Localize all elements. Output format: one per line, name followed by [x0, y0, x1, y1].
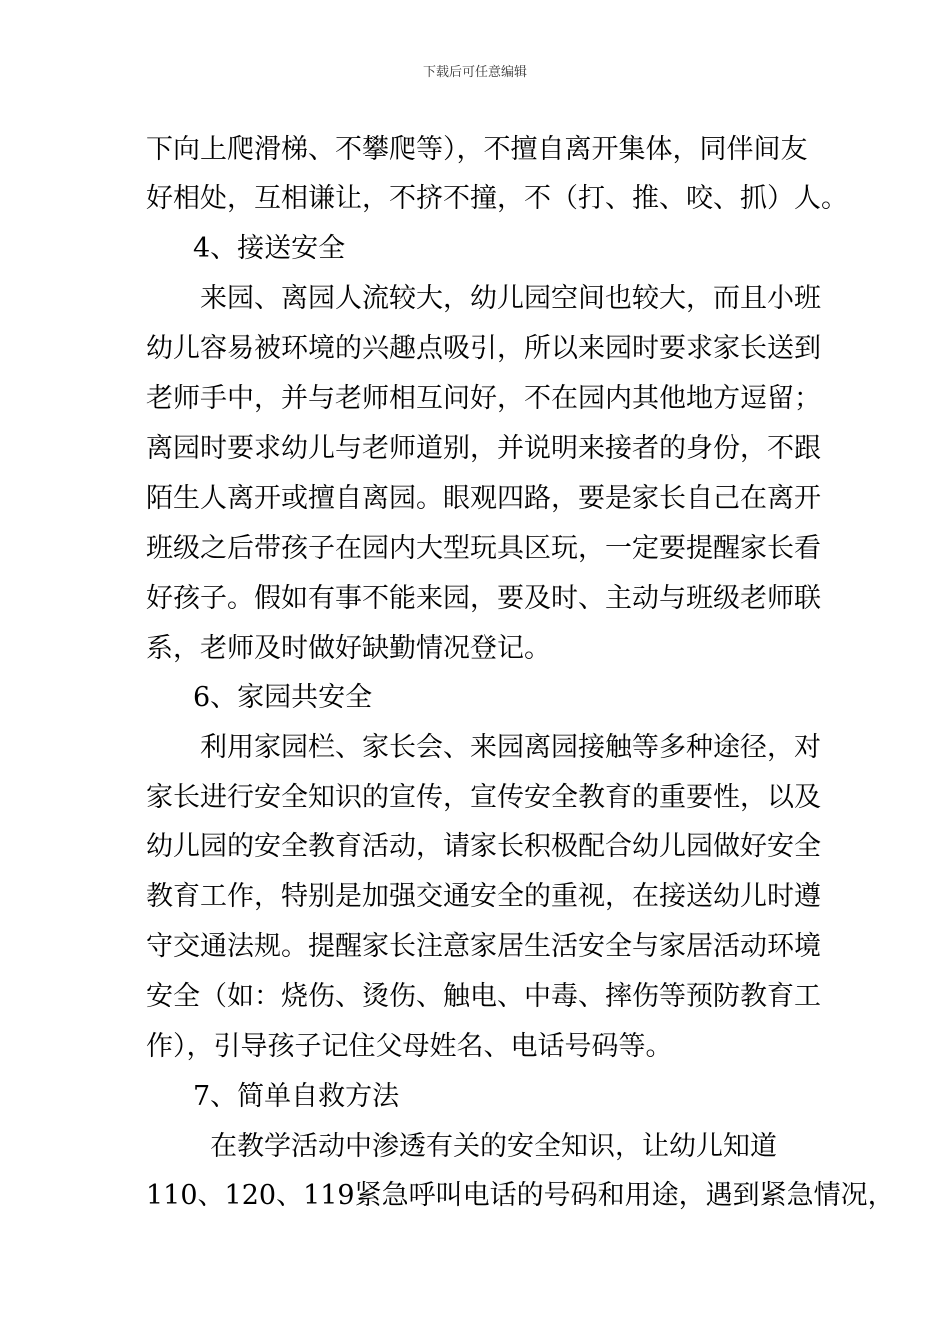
section-heading-7: 7、简单自救方法 [193, 1081, 400, 1112]
body-line: 110、120、119紧急呼叫电话的号码和用途，遇到紧急情况， [146, 1180, 895, 1211]
body-line: 守交通法规。提醒家长注意家居生活安全与家居活动环境 [146, 931, 821, 962]
body-line: 陌生人离开或擅自离园。眼观四路，要是家长自己在离开 [146, 483, 821, 514]
body-line: 在教学活动中渗透有关的安全知识，让幼儿知道 [210, 1131, 777, 1162]
body-line: 离园时要求幼儿与老师道别，并说明来接者的身份，不跟 [146, 433, 821, 464]
body-line: 幼儿容易被环境的兴趣点吸引，所以来园时要求家长送到 [146, 333, 821, 364]
body-line: 家长进行安全知识的宣传，宣传安全教育的重要性，以及 [146, 782, 821, 813]
body-line: 幼儿园的安全教育活动，请家长积极配合幼儿园做好安全 [146, 831, 821, 862]
section-heading-4: 4、接送安全 [193, 233, 346, 264]
body-line: 好相处，互相谦让，不挤不撞，不（打、推、咬、抓）人。 [146, 183, 848, 214]
body-line: 利用家园栏、家长会、来园离园接触等多种途径，对 [200, 732, 821, 763]
body-line: 下向上爬滑梯、不攀爬等），不擅自离开集体，同伴间友 [146, 134, 808, 165]
body-line: 班级之后带孩子在园内大型玩具区玩，一定要提醒家长看 [146, 533, 821, 564]
body-line: 教育工作，特别是加强交通安全的重视，在接送幼儿时遵 [146, 881, 821, 912]
body-line: 安全（如：烧伤、烫伤、触电、中毒、摔伤等预防教育工 [146, 981, 821, 1012]
section-heading-6: 6、家园共安全 [193, 682, 373, 713]
body-line: 好孩子。假如有事不能来园，要及时、主动与班级老师联 [146, 583, 821, 614]
body-line: 作），引导孩子记住父母姓名、电话号码等。 [146, 1031, 673, 1062]
body-line: 系，老师及时做好缺勤情况登记。 [146, 633, 551, 664]
body-line: 来园、离园人流较大，幼儿园空间也较大，而且小班 [200, 283, 821, 314]
body-line: 老师手中，并与老师相互问好，不在园内其他地方逗留； [146, 383, 821, 414]
page-header: 下载后可任意编辑 [422, 65, 527, 80]
